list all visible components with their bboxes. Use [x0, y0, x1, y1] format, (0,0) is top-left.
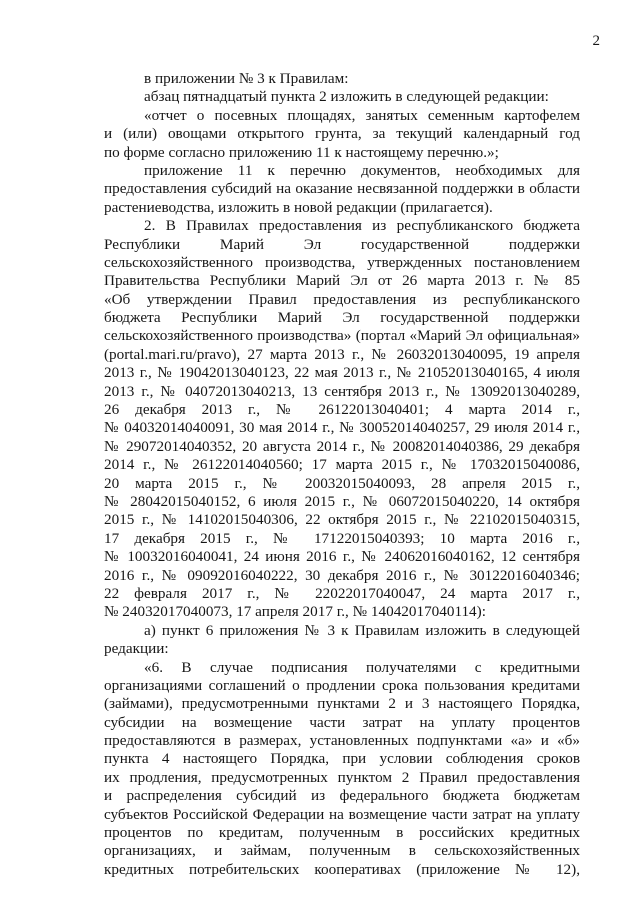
text-line: № 10032016040041, 24 июня 2016 г., № 24062016040162, 12 сентября — [104, 548, 580, 566]
text-line: предоставляются в размерах, установленных подпунктами «а» и «б» — [104, 732, 580, 750]
text-line: кредитных потребительских кооперативах (приложение № 12), — [104, 860, 580, 878]
document-body — [104, 70, 580, 879]
text-line: 2013 г., № 19042013040123, 22 мая 2013 г., № 21052013040165, 4 июля — [104, 364, 580, 382]
text-line: и (или) овощами открытого грунта, за текущий календарный год — [104, 125, 580, 143]
text-line: 22 февраля 2017 г., № 22022017040047, 24 марта 2017 г., — [104, 584, 580, 602]
text-line: абзац пятнадцатый пункта 2 изложить в следующей редакции: — [144, 88, 549, 106]
text-line: редакции: — [104, 640, 169, 658]
text-line: Правительства Республики Марий Эл от 26 марта 2013 г. № 85 — [104, 272, 580, 290]
text-line: (portal.mari.ru/pravo), 27 марта 2013 г., № 26032013040095, 19 апреля — [104, 345, 580, 363]
text-line: по форме согласно приложению 11 к настоящему перечню.»; — [104, 143, 499, 161]
text-line: 26 декабря 2013 г., № 26122013040401; 4 марта 2014 г., — [104, 401, 580, 419]
text-line: их продления, предусмотренных пунктом 2 Правил предоставления — [104, 768, 580, 786]
text-line: в приложении № 3 к Правилам: — [144, 70, 349, 87]
text-line: предоставления субсидий на оказание несвязанной поддержки в области — [104, 180, 580, 198]
text-line: субъектов Российской Федерации на возмещение части затрат на уплату — [104, 805, 580, 823]
text-line: организациями соглашений о продлении срока пользования кредитами — [104, 676, 580, 694]
text-line: Республики Марий Эл государственной поддержки — [104, 235, 580, 253]
text-line: «Об утверждении Правил предоставления из республиканского — [104, 290, 580, 308]
text-line: растениеводства, изложить в новой редакции (прилагается). — [104, 198, 493, 216]
text-line: № 29072014040352, 20 августа 2014 г., № 20082014040386, 29 декабря — [104, 437, 580, 455]
text-line: субсидии на возмещение части затрат на уплату процентов — [104, 713, 580, 731]
text-line: 2013 г., № 04072013040213, 13 сентября 2013 г., № 13092013040289, — [104, 382, 580, 400]
page-number: 2 — [592, 33, 600, 49]
text-line: приложение 11 к перечню документов, необходимых для — [144, 161, 580, 179]
text-line: (займами), предусмотренными пунктами 2 и 3 настоящего Порядка, — [104, 695, 580, 713]
text-line: сельскохозяйственного производства, утвержденных постановлением — [104, 253, 580, 271]
text-line: 2014 г., № 26122014040560; 17 марта 2015 г., № 17032015040086, — [104, 456, 580, 474]
text-line: процентов по кредитам, полученным в российских кредитных — [104, 824, 580, 842]
text-line: «6. В случае подписания получателями с кредитными — [144, 658, 580, 676]
text-line: № 04032014040091, 30 мая 2014 г., № 30052014040257, 29 июля 2014 г., — [104, 419, 580, 437]
text-line: № 28042015040152, 6 июля 2015 г., № 06072015040220, 14 октября — [104, 492, 580, 510]
text-line: 2015 г., № 14102015040306, 22 октября 2015 г., № 22102015040315, — [104, 511, 580, 529]
text-line: 17 декабря 2015 г., № 17122015040393; 10 марта 2016 г., — [104, 529, 580, 547]
text-line: «отчет о посевных площадях, занятых семенным картофелем — [144, 106, 580, 124]
text-line: пункта 4 настоящего Порядка, при условии соблюдения сроков — [104, 750, 580, 768]
text-line: и распределения субсидий из федерального бюджета бюджетам — [104, 787, 580, 805]
text-line: 2016 г., № 09092016040222, 30 декабря 2016 г., № 30122016040346; — [104, 566, 580, 584]
text-line: бюджета Республики Марий Эл государственной поддержки — [104, 309, 580, 327]
text-line: № 24032017040073, 17 апреля 2017 г., № 14042017040114): — [104, 603, 486, 621]
text-line: 2. В Правилах предоставления из республиканского бюджета — [144, 217, 580, 235]
text-line: 20 марта 2015 г., № 20032015040093, 28 апреля 2015 г., — [104, 474, 580, 492]
text-line: а) пункт 6 приложения № 3 к Правилам изложить в следующей — [144, 621, 580, 639]
text-line: организациях, и займам, полученным в сельскохозяйственных — [104, 842, 580, 860]
text-line: сельскохозяйственного производства» (портал «Марий Эл официальная» — [104, 327, 580, 345]
